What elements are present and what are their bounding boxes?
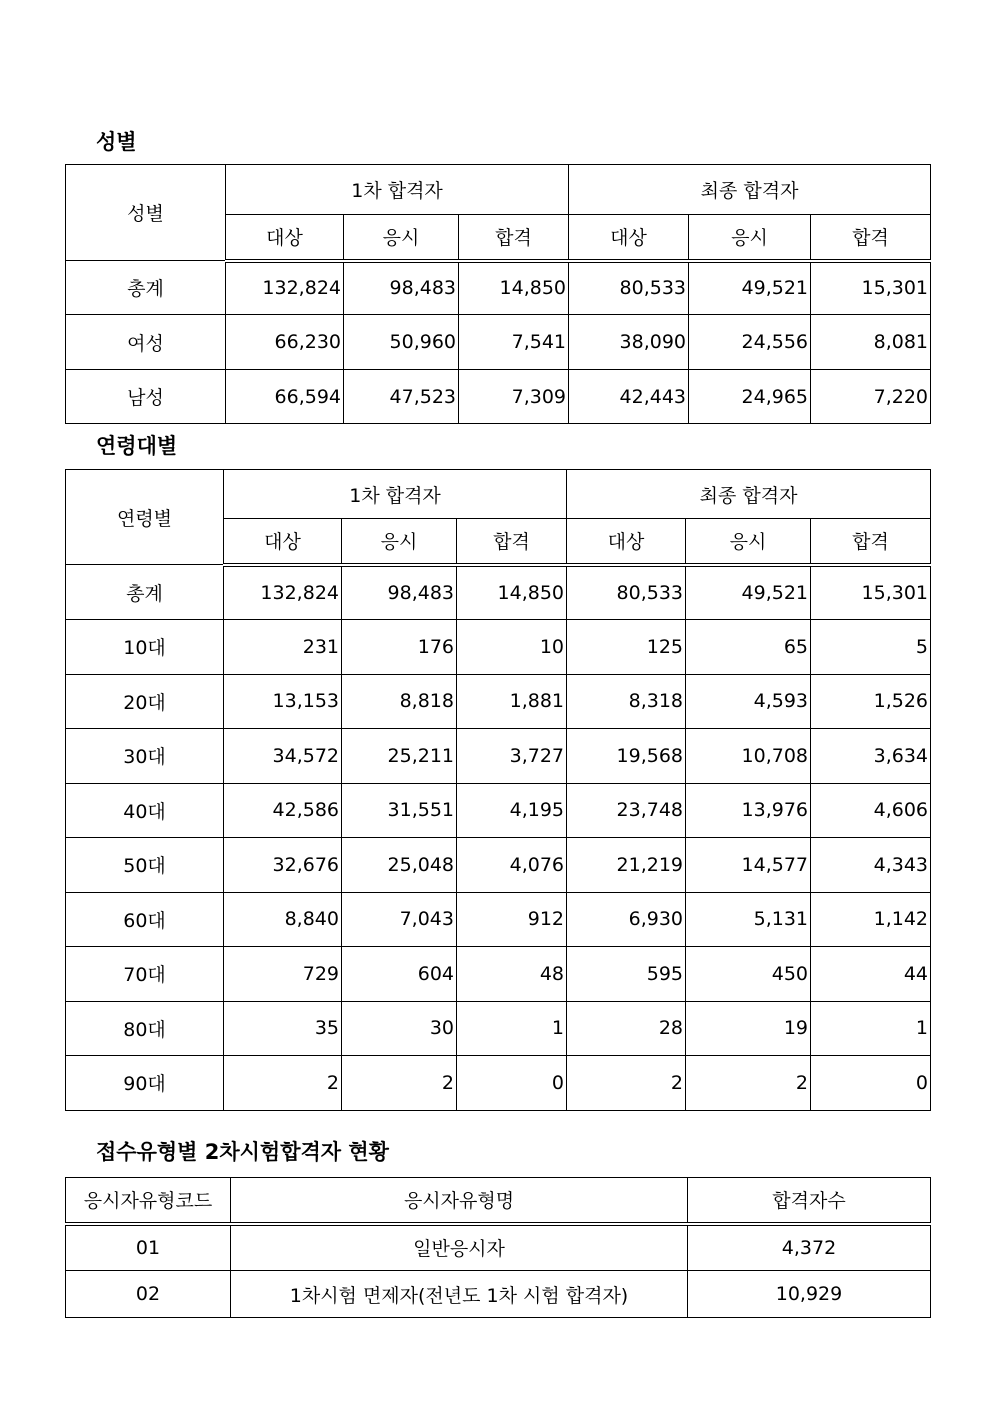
table-row	[66, 315, 931, 370]
cell-value: 912	[457, 892, 567, 947]
cell-value: 31,551	[342, 783, 457, 838]
cell-value: 1	[811, 1001, 931, 1056]
row-label: 총계	[66, 565, 224, 620]
age-subheader: 응시	[342, 519, 457, 565]
age-section-title: 연령대별	[96, 434, 178, 458]
gender-subheader: 합격	[811, 215, 931, 261]
type-code: 02	[66, 1271, 231, 1318]
cell-value: 4,593	[686, 674, 811, 729]
cell-value: 38,090	[569, 315, 689, 370]
cell-value: 25,048	[342, 838, 457, 893]
cell-value: 66,230	[226, 315, 344, 370]
type-header-count: 합격자수	[688, 1178, 931, 1224]
table-row	[66, 783, 931, 838]
type-section-title: 접수유형별 2차시험합격자 현황	[96, 1140, 389, 1164]
cell-value: 4,343	[811, 838, 931, 893]
cell-value: 14,850	[457, 565, 567, 620]
cell-value: 5,131	[686, 892, 811, 947]
table-row	[66, 1001, 931, 1056]
cell-value: 13,976	[686, 783, 811, 838]
cell-value: 6,930	[567, 892, 686, 947]
cell-value: 729	[224, 947, 342, 1002]
row-label: 총계	[66, 261, 226, 315]
row-label: 50대	[66, 838, 224, 893]
cell-value: 14,850	[459, 261, 569, 315]
table-row	[66, 674, 931, 729]
cell-value: 10	[457, 620, 567, 675]
cell-value: 50,960	[344, 315, 459, 370]
gender-group-first-pass: 1차 합격자	[226, 165, 569, 215]
cell-value: 8,840	[224, 892, 342, 947]
row-label: 여성	[66, 315, 226, 370]
cell-value: 4,195	[457, 783, 567, 838]
age-subheader: 응시	[686, 519, 811, 565]
cell-value: 0	[457, 1056, 567, 1111]
age-group-final-pass: 최종 합격자	[567, 470, 931, 519]
gender-table	[65, 164, 931, 424]
cell-value: 7,220	[811, 370, 931, 424]
cell-value: 14,577	[686, 838, 811, 893]
type-name: 일반응시자	[231, 1224, 688, 1271]
cell-value: 604	[342, 947, 457, 1002]
cell-value: 7,043	[342, 892, 457, 947]
table-row	[66, 261, 931, 315]
cell-value: 24,556	[689, 315, 811, 370]
gender-row-header: 성별	[66, 165, 226, 261]
cell-value: 21,219	[567, 838, 686, 893]
age-table-body	[66, 565, 931, 1111]
cell-value: 80,533	[567, 565, 686, 620]
gender-subheader: 응시	[344, 215, 459, 261]
type-header-name: 응시자유형명	[231, 1178, 688, 1224]
table-row	[66, 1224, 931, 1271]
cell-value: 98,483	[342, 565, 457, 620]
cell-value: 132,824	[224, 565, 342, 620]
cell-value: 34,572	[224, 729, 342, 784]
gender-subheader: 합격	[459, 215, 569, 261]
table-row	[66, 947, 931, 1002]
age-subheader: 대상	[224, 519, 342, 565]
cell-value: 1,142	[811, 892, 931, 947]
type-code: 01	[66, 1224, 231, 1271]
cell-value: 5	[811, 620, 931, 675]
cell-value: 15,301	[811, 261, 931, 315]
cell-value: 47,523	[344, 370, 459, 424]
table-row	[66, 1271, 931, 1318]
type-name: 1차시험 면제자(전년도 1차 시험 합격자)	[231, 1271, 688, 1318]
cell-value: 49,521	[689, 261, 811, 315]
cell-value: 25,211	[342, 729, 457, 784]
type-count: 4,372	[688, 1224, 931, 1271]
table-row	[66, 565, 931, 620]
cell-value: 23,748	[567, 783, 686, 838]
cell-value: 30	[342, 1001, 457, 1056]
gender-group-final-pass: 최종 합격자	[569, 165, 931, 215]
cell-value: 8,818	[342, 674, 457, 729]
gender-section-title: 성별	[96, 130, 137, 154]
cell-value: 231	[224, 620, 342, 675]
cell-value: 13,153	[224, 674, 342, 729]
cell-value: 32,676	[224, 838, 342, 893]
gender-subheader: 대상	[226, 215, 344, 261]
age-table	[65, 469, 931, 1111]
age-group-first-pass: 1차 합격자	[224, 470, 567, 519]
cell-value: 48	[457, 947, 567, 1002]
cell-value: 7,309	[459, 370, 569, 424]
cell-value: 8,081	[811, 315, 931, 370]
cell-value: 4,606	[811, 783, 931, 838]
cell-value: 19,568	[567, 729, 686, 784]
cell-value: 1,881	[457, 674, 567, 729]
age-subheader: 합격	[457, 519, 567, 565]
cell-value: 98,483	[344, 261, 459, 315]
cell-value: 2	[342, 1056, 457, 1111]
cell-value: 44	[811, 947, 931, 1002]
cell-value: 2	[686, 1056, 811, 1111]
type-count: 10,929	[688, 1271, 931, 1318]
gender-subheader: 대상	[569, 215, 689, 261]
cell-value: 176	[342, 620, 457, 675]
cell-value: 28	[567, 1001, 686, 1056]
cell-value: 42,586	[224, 783, 342, 838]
row-label: 80대	[66, 1001, 224, 1056]
cell-value: 42,443	[569, 370, 689, 424]
row-label: 10대	[66, 620, 224, 675]
row-label: 40대	[66, 783, 224, 838]
row-label: 30대	[66, 729, 224, 784]
cell-value: 80,533	[569, 261, 689, 315]
cell-value: 19	[686, 1001, 811, 1056]
row-label: 20대	[66, 674, 224, 729]
table-row	[66, 892, 931, 947]
cell-value: 65	[686, 620, 811, 675]
type-table	[65, 1177, 931, 1318]
cell-value: 1	[457, 1001, 567, 1056]
cell-value: 1,526	[811, 674, 931, 729]
cell-value: 66,594	[226, 370, 344, 424]
table-row	[66, 729, 931, 784]
table-row	[66, 370, 931, 424]
cell-value: 10,708	[686, 729, 811, 784]
cell-value: 49,521	[686, 565, 811, 620]
gender-subheader: 응시	[689, 215, 811, 261]
table-row	[66, 620, 931, 675]
type-header-code: 응시자유형코드	[66, 1178, 231, 1224]
table-row	[66, 838, 931, 893]
cell-value: 7,541	[459, 315, 569, 370]
cell-value: 2	[567, 1056, 686, 1111]
cell-value: 595	[567, 947, 686, 1002]
cell-value: 132,824	[226, 261, 344, 315]
cell-value: 3,634	[811, 729, 931, 784]
cell-value: 2	[224, 1056, 342, 1111]
table-row	[66, 1056, 931, 1111]
age-subheader: 대상	[567, 519, 686, 565]
row-label: 70대	[66, 947, 224, 1002]
cell-value: 24,965	[689, 370, 811, 424]
row-label: 60대	[66, 892, 224, 947]
row-label: 남성	[66, 370, 226, 424]
cell-value: 35	[224, 1001, 342, 1056]
age-subheader: 합격	[811, 519, 931, 565]
cell-value: 450	[686, 947, 811, 1002]
cell-value: 15,301	[811, 565, 931, 620]
cell-value: 8,318	[567, 674, 686, 729]
cell-value: 0	[811, 1056, 931, 1111]
age-row-header: 연령별	[66, 470, 224, 565]
row-label: 90대	[66, 1056, 224, 1111]
cell-value: 4,076	[457, 838, 567, 893]
cell-value: 3,727	[457, 729, 567, 784]
cell-value: 125	[567, 620, 686, 675]
